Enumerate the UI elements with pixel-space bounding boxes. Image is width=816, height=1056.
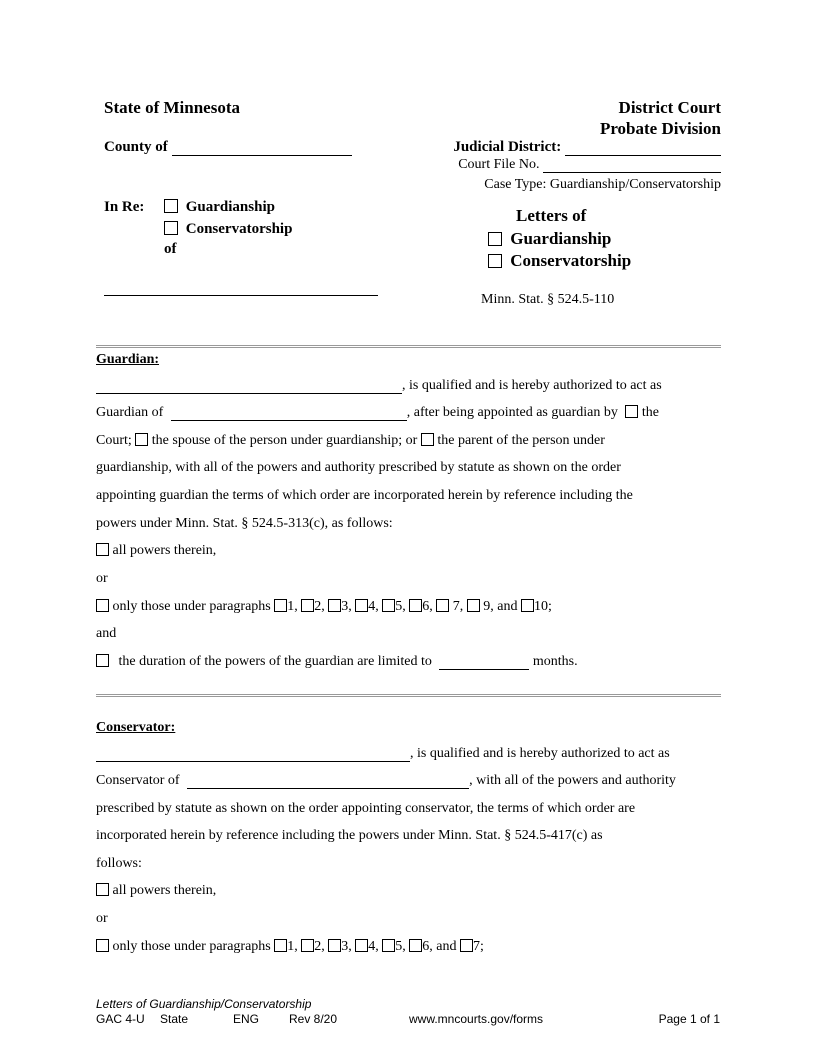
conservator-name-field[interactable] [96,747,410,762]
conservator-line-2 [96,773,676,789]
judicial-district-row [453,139,721,156]
respondent-name-field[interactable] [104,295,378,296]
letters-guardianship-option[interactable] [488,229,611,249]
guardian-duration-text: the duration of the powers of the guardian are limited to [118,654,432,669]
guardian-heading: Guardian: [96,352,160,367]
guardian-only-those-checkbox[interactable] [96,599,109,612]
conservator-para-1-label: 1, [287,939,298,954]
in-re-guardianship-label: Guardianship [185,199,275,215]
guardian-line-3 [96,433,605,449]
conservator-para-3-label: 3, [341,939,352,954]
conservator-only-those-row [96,939,484,955]
division-title: Probate Division [599,119,721,138]
guardian-para-10-label: 10; [533,599,552,614]
guardian-line-1-text: , is qualified and is hereby authorized to act as [402,378,662,393]
in-re-label: In Re: [104,199,145,215]
parent-checkbox[interactable] [421,433,434,446]
guardian-para-2-checkbox[interactable] [301,599,314,612]
footer-page: Page 1 of 1 [658,1012,720,1026]
conservator-para-7-checkbox[interactable] [460,939,473,952]
in-re-of: of [164,241,177,257]
conservator-para-7-label: 7; [472,939,484,954]
conservator-para-4-label: 4, [368,939,379,954]
conservator-or: or [96,911,108,926]
guardian-para-3-checkbox[interactable] [328,599,341,612]
guardian-only-those-row [96,599,552,615]
guardian-line-1 [96,378,662,394]
guardian-para-5-checkbox[interactable] [382,599,395,612]
footer-form-no: GAC 4-U [96,1012,145,1026]
guardian-para-7-checkbox[interactable] [436,599,449,612]
letters-guardianship-checkbox[interactable] [488,232,502,246]
county-field[interactable] [172,141,352,156]
guardian-para-2-label: 2, [314,599,325,614]
court-file-field[interactable] [543,158,721,173]
duration-months-field[interactable] [439,655,529,670]
guardian-all-powers-checkbox[interactable] [96,543,109,556]
in-re-guardianship-option[interactable] [164,199,275,216]
in-re-conservatorship-label: Conservatorship [185,221,293,237]
conservator-para-2-label: 2, [314,939,325,954]
protected-person-field[interactable] [187,774,469,789]
guardian-para-10-checkbox[interactable] [521,599,534,612]
appointed-by-text: , after being appointed as guardian by [406,405,618,420]
guardian-and: and [96,626,117,641]
guardian-para-9-checkbox[interactable] [467,599,480,612]
guardian-all-powers-label: all powers therein, [112,543,217,558]
conservator-all-powers-checkbox[interactable] [96,883,109,896]
letters-conservatorship-option[interactable] [488,251,631,271]
conservator-para-3-checkbox[interactable] [328,939,341,952]
guardian-para-3-label: 3, [341,599,352,614]
guardian-para-1-checkbox[interactable] [274,599,287,612]
conservator-para-6-label: 6, [422,939,433,954]
footer-url[interactable]: www.mncourts.gov/forms [409,1012,544,1026]
conservator-para-5-checkbox[interactable] [382,939,395,952]
in-re-conservatorship-option[interactable] [164,221,292,238]
conservator-line-5: follows: [96,856,142,871]
conservator-all-powers-label: all powers therein, [112,883,217,898]
spouse-checkbox[interactable] [135,433,148,446]
case-type: Case Type: Guardianship/Conservatorship [484,177,721,192]
guardian-line-5: appointing guardian the terms of which order are incorporated herein by reference including the [96,488,633,503]
guardian-of-label: Guardian of [96,405,164,420]
letters-guardianship-label: Guardianship [510,229,612,248]
guardian-duration-checkbox[interactable] [96,654,109,667]
spouse-text: the spouse of the person under guardianship; or [151,433,418,448]
conservator-all-powers-option[interactable] [96,883,216,899]
letters-conservatorship-label: Conservatorship [510,251,632,270]
conservator-line-2-text: , with all of the powers and authority [469,773,676,788]
conservator-only-those-checkbox[interactable] [96,939,109,952]
guardian-para-4-label: 4, [368,599,379,614]
conservator-para-6-checkbox[interactable] [409,939,422,952]
judicial-district-field[interactable] [565,141,721,156]
parent-text: the parent of the person under [437,433,605,448]
guardian-line-2 [96,405,659,421]
conservator-and-label: and [436,939,457,954]
guardian-or: or [96,571,108,586]
guardian-para-9-label: 9, and [483,599,518,614]
guardian-para-5-label: 5, [395,599,406,614]
conservator-of-label: Conservator of [96,773,180,788]
guardian-para-7-label: 7, [452,599,464,614]
court-label: Court; [96,433,132,448]
guardian-para-1-label: 1, [287,599,298,614]
in-re-guardianship-checkbox[interactable] [164,199,178,213]
conservator-line-1-text: , is qualified and is hereby authorized to act as [410,746,670,761]
county-row [104,139,352,156]
the-label: the [641,405,659,420]
months-label: months. [532,654,578,669]
in-re-conservatorship-checkbox[interactable] [164,221,178,235]
conservator-para-4-checkbox[interactable] [355,939,368,952]
guardian-duration-row [96,654,578,670]
footer-rev: Rev 8/20 [289,1012,338,1026]
judicial-district-label: Judicial District: [453,139,562,155]
guardian-line-6: powers under Minn. Stat. § 524.5-313(c), as follows: [96,516,393,531]
guardian-line-4: guardianship, with all of the powers and authority prescribed by statute as shown on the order [96,460,621,475]
state-title: State of Minnesota [104,98,240,117]
footer-lang: ENG [233,1012,260,1026]
statute-reference: Minn. Stat. § 524.5-110 [481,292,615,307]
conservator-line-1 [96,746,670,762]
ward-name-field[interactable] [171,406,407,421]
guardian-para-6-label: 6, [422,599,433,614]
court-title: District Court [618,98,721,117]
section-divider [96,694,721,697]
conservator-line-3: prescribed by statute as shown on the order appointing conservator, the terms of which order are [96,801,636,816]
footer-type: State [160,1012,189,1026]
letters-of-title: Letters of [516,206,587,225]
court-file-row [458,157,721,173]
county-label: County of [104,139,168,155]
conservator-only-those-label: only those under paragraphs [112,939,271,954]
letters-conservatorship-checkbox[interactable] [488,254,502,268]
footer-title: Letters of Guardianship/Conservatorship [96,997,312,1011]
guardian-all-powers-option[interactable] [96,543,216,559]
conservator-para-2-checkbox[interactable] [301,939,314,952]
guardian-only-those-label: only those under paragraphs [112,599,271,614]
guardian-para-4-checkbox[interactable] [355,599,368,612]
section-divider [96,345,721,348]
guardian-name-field[interactable] [96,379,402,394]
conservator-line-4: incorporated herein by reference including the powers under Minn. Stat. § 524.5-417(c) as [96,828,603,843]
court-file-label: Court File No. [458,157,540,172]
conservator-heading: Conservator: [96,720,176,735]
conservator-para-1-checkbox[interactable] [274,939,287,952]
appointed-by-court-checkbox[interactable] [625,405,638,418]
conservator-para-5-label: 5, [395,939,406,954]
guardian-para-6-checkbox[interactable] [409,599,422,612]
